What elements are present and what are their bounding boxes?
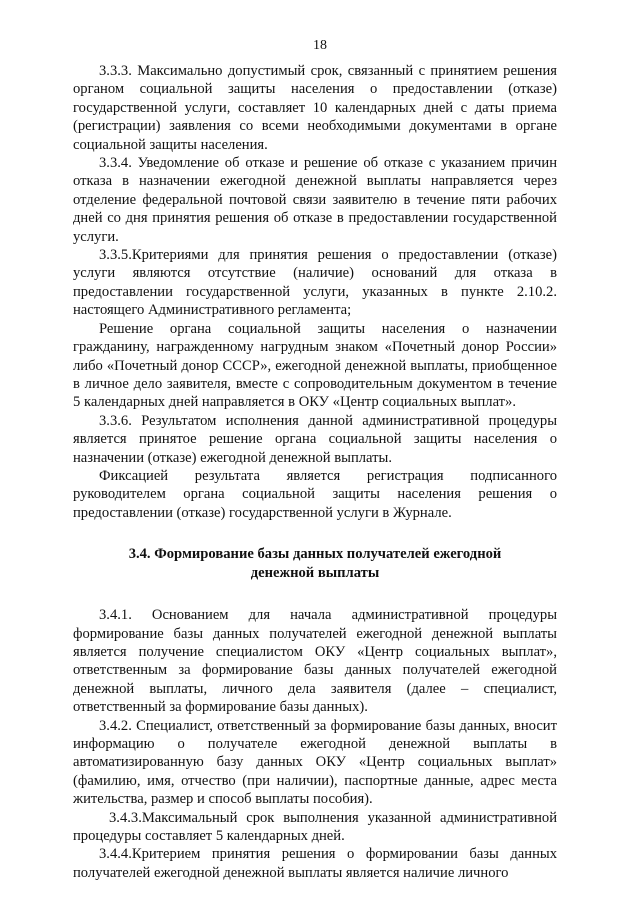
paragraph-decision: Решение органа социальной защиты населения о назначении гражданину, награжденному нагрудным знаком «Почетный донор России» либо «Почетный донор СССР», ежегодной денежной выплаты, приобщенное в личное дело заявителя, вместе с сопроводительным документом в течение 5 календарных дней направляется в ОКУ «Центр социальных выплат». xyxy=(73,320,557,411)
paragraph-3-3-4: 3.3.4. Уведомление об отказе и решение об отказе с указанием причин отказа в назначении ежегодной денежной выплаты направляется через отделение федеральной почтовой связи заявителю в течение пяти рабочих дней со дня принятия решения об отказе в предоставлении государственной услуги. xyxy=(73,155,557,245)
section-heading: 3.4. Формирование базы данных получателей ежегодной денежной выплаты xyxy=(128,546,502,582)
paragraph-3-4-3: 3.4.3.Максимальный срок выполнения указанной административной процедуры составляет 5 календарных дней. xyxy=(73,809,557,845)
paragraph-3-4-2: 3.4.2. Специалист, ответственный за формирование базы данных, вносит информацию о получателе ежегодной денежной выплаты в автоматизированную базу данных ОКУ «Центр социальных выплат» (фамилию, имя, отчество (при наличии), паспортные данные, адрес места жительства, размер и способ выплаты пособия). xyxy=(73,717,557,808)
paragraph-3-3-5: 3.3.5.Критериями для принятия решения о предоставлении (отказе) услуги являются отсутствие (наличие) оснований для отказа в предоставлении государственной услуги, указанных в пункте 2.10.2. настоящего Административного регламента; xyxy=(73,247,557,319)
document-body xyxy=(73,62,557,882)
paragraph-fixation: Фиксацией результата является регистрация подписанного руководителем органа социальной защиты населения решения о предоставлении (отказе) государственной услуги в Журнале. xyxy=(73,467,557,521)
page-number: 18 xyxy=(313,38,327,53)
paragraph-3-4-1: 3.4.1. Основанием для начала административной процедуры формирование базы данных получателей ежегодной денежной выплаты является получение специалистом ОКУ «Центр социальных выплат», ответственным за формирование базы данных получателей ежегодной денежной выплаты, личного дела заявителя (далее – специалист, ответственный за формирование базы данных). xyxy=(73,607,557,716)
paragraph-3-3-6: 3.3.6. Результатом исполнения данной административной процедуры является принятое решение органа социальной защиты населения о назначении (отказе) ежегодной денежной выплаты. xyxy=(73,412,557,466)
paragraph-3-4-4: 3.4.4.Критерием принятия решения о формировании базы данных получателей ежегодной денежной выплаты является наличие личного xyxy=(73,846,557,881)
paragraph-3-3-3: 3.3.3. Максимально допустимый срок, связанный с принятием решения органом социальной защиты населения о предоставлении (отказе) государственной услуги, составляет 10 календарных дней с даты приема (регистрации) заявления со всеми необходимыми документами в органе социальной защиты населения. xyxy=(73,63,557,153)
